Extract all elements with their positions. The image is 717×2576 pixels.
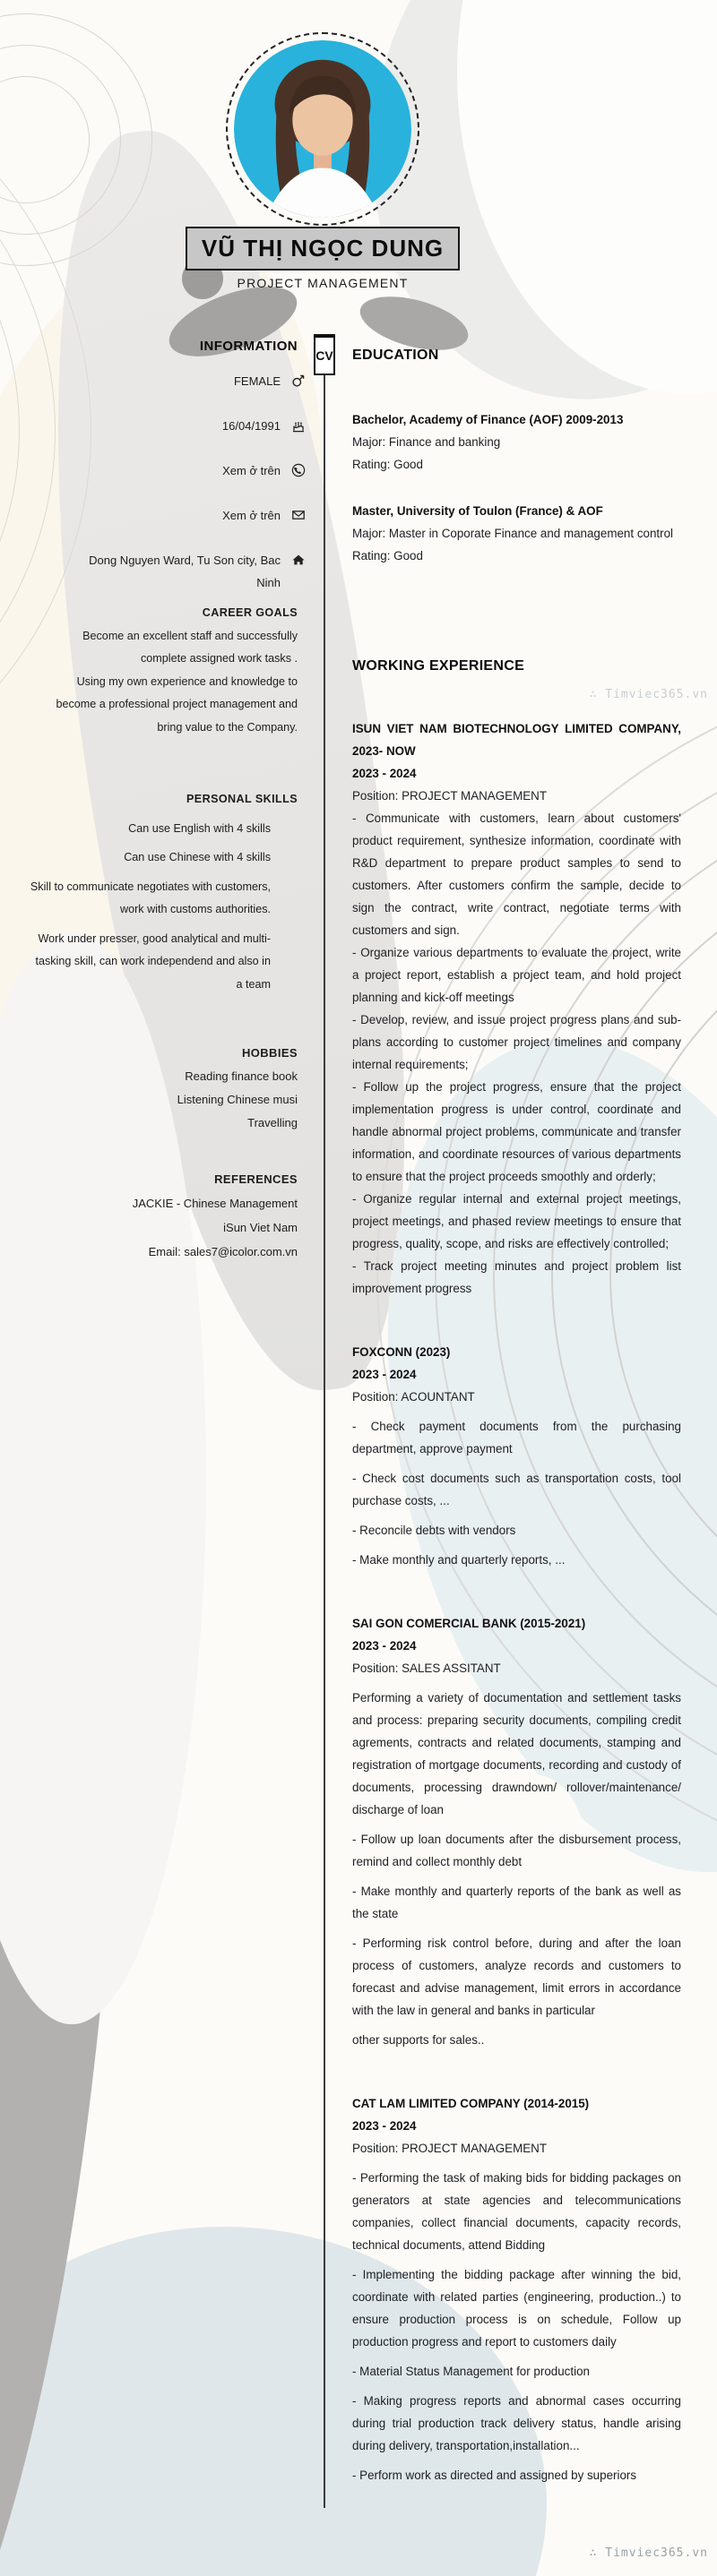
home-icon: [291, 553, 306, 567]
job-bullet: - Implementing the bidding package after winning the bid, coordinate with related parties (engineering, production..) to ensure production process is on schedule, Follow up production progress and report to customers daily: [352, 2268, 681, 2348]
education-title: Master, University of Toulon (France) & AOF: [352, 504, 603, 518]
job-bullet: - Making progress reports and abnormal cases occurring during trial production track delivery status, handle arising during delivery, transportation,installation...: [352, 2394, 681, 2452]
job-bullet: - Performing the task of making bids for bidding packages on generators at state agencies and telecommunications companies, collect financial documents, capacity records, technical documents, attend Bidding: [352, 2171, 681, 2252]
info-row-birthday: [27, 418, 306, 437]
site-watermark-bottom: ∴ Timviec365.vn: [589, 2546, 708, 2560]
experience-heading: WORKING EXPERIENCE: [352, 658, 525, 674]
experience-section: [352, 658, 681, 2494]
candidate-title: PROJECT MANAGEMENT: [237, 276, 409, 290]
job-bullet: other supports for sales..: [352, 2033, 485, 2047]
job-position: Position: ACOUNTANT: [352, 1390, 475, 1404]
career-goal-paragraph: Become an excellent staff and successfully complete assigned work tasks .: [82, 629, 298, 665]
references-section: [27, 1167, 298, 1264]
education-entry: [352, 500, 681, 567]
personal-skills-section: [27, 788, 298, 1002]
education-title: Bachelor, Academy of Finance (AOF) 2009-2013: [352, 413, 624, 426]
profile-photo-frame: [226, 32, 419, 226]
information-section: [27, 339, 298, 594]
job-bullet: - Check cost documents such as transportation costs, tool purchase costs, ...: [352, 1472, 681, 1507]
info-row-gender: [27, 374, 306, 392]
birthday-cake-icon: [291, 418, 306, 433]
career-goal-paragraph: Using my own experience and knowledge to become a professional project management and bring value to the Company.: [56, 674, 298, 734]
job-entry: [352, 2092, 681, 2486]
candidate-name-box: [186, 227, 460, 270]
education-line: Rating: Good: [352, 549, 423, 562]
skill-item: Skill to communicate negotiates with customers, work with customs authorities.: [30, 880, 271, 915]
column-divider-line: [324, 374, 325, 2508]
job-period: 2023 - 2024: [352, 2119, 417, 2133]
hobby-item: Listening Chinese musi: [177, 1093, 298, 1106]
site-watermark-top: ∴ Timviec365.vn: [589, 688, 708, 701]
skill-item: Work under presser, good analytical and multi-tasking skill, can work independend and also in a team: [35, 932, 271, 991]
job-bullet: - Make monthly and quarterly reports of the bank as well as the state: [352, 1885, 681, 1920]
education-section: [352, 348, 681, 567]
education-line: Rating: Good: [352, 458, 423, 471]
cv-badge: CV: [314, 334, 335, 375]
job-entry: [352, 1612, 681, 2051]
education-heading: EDUCATION: [352, 348, 439, 363]
skill-item: Can use English with 4 skills: [128, 821, 271, 835]
envelope-icon: [291, 508, 306, 522]
education-entry: [352, 408, 681, 476]
phone-icon: [291, 463, 306, 477]
job-bullet: - Performing risk control before, during and after the loan process of customers, analyze records and customers to forecast and advise management, limit errors in accordance with the law in general and banks in particular: [352, 1936, 681, 2017]
personal-skills-heading: PERSONAL SKILLS: [186, 793, 298, 805]
job-bullet: - Make monthly and quarterly reports, ...: [352, 1553, 566, 1567]
job-bullet: - Perform work as directed and assigned by superiors: [352, 2469, 637, 2482]
job-entry: [352, 717, 681, 1300]
job-company: ISUN VIET NAM BIOTECHNOLOGY LIMITED COMPANY, 2023- NOW: [352, 722, 681, 758]
profile-photo: [234, 40, 411, 218]
job-position: Position: PROJECT MANAGEMENT: [352, 789, 548, 803]
hobbies-section: [27, 1042, 298, 1135]
job-company: FOXCONN (2023): [352, 1345, 451, 1359]
job-company: SAI GON COMERCIAL BANK (2015-2021): [352, 1617, 586, 1630]
career-goals-heading: CAREER GOALS: [202, 606, 298, 619]
job-bullet: - Reconcile debts with vendors: [352, 1524, 516, 1537]
job-position: Position: PROJECT MANAGEMENT: [352, 2142, 548, 2155]
job-bullet: - Organize regular internal and external project meetings, project meetings, and phased review meetings to ensure that progress, quality, scope, and risks are effectively controlled;: [352, 1192, 681, 1250]
information-heading: INFORMATION: [199, 339, 298, 354]
job-bullet: - Organize various departments to evaluate the project, write a project report, establish a project team, and hold project planning and kick-off meetings: [352, 946, 681, 1004]
hobbies-heading: HOBBIES: [241, 1046, 298, 1060]
job-entry: [352, 1341, 681, 1571]
gender-value: FEMALE: [233, 374, 281, 388]
job-period: 2023 - 2024: [352, 767, 417, 780]
skill-item: Can use Chinese with 4 skills: [124, 851, 271, 863]
reference-line: Email: sales7@icolor.com.vn: [148, 1245, 298, 1258]
job-bullet: - Material Status Management for production: [352, 2365, 590, 2378]
info-row-email: [27, 508, 306, 527]
job-period: 2023 - 2024: [352, 1639, 417, 1653]
job-bullet: Performing a variety of documentation and settlement tasks and process: preparing security documents, compiling credit agrements, contracts and related documents, stamping and registration of mortgage documents, recording and custody of documents, processing drawndown/ rollover/maintenance/ discharge of loan: [352, 1691, 681, 1816]
reference-line: JACKIE - Chinese Management: [132, 1197, 298, 1210]
candidate-name: VŨ THỊ NGỌC DUNG: [201, 235, 445, 262]
job-position: Position: SALES ASSITANT: [352, 1662, 501, 1675]
job-bullet: - Follow up loan documents after the disbursement process, remind and collect monthly debt: [352, 1833, 681, 1868]
job-bullet: - Track project meeting minutes and project problem list improvement progress: [352, 1259, 681, 1295]
info-row-phone: [27, 463, 306, 482]
job-period: 2023 - 2024: [352, 1368, 417, 1381]
info-row-address: [27, 553, 306, 594]
portrait-illustration: [234, 40, 411, 218]
job-bullet: - Develop, review, and issue project progress plans and sub-plans according to customer project timelines and company internal requirements;: [352, 1013, 681, 1071]
hobby-item: Travelling: [247, 1116, 298, 1129]
education-line: Major: Finance and banking: [352, 435, 501, 449]
address-value: Dong Nguyen Ward, Tu Son city, Bac Ninh: [89, 554, 281, 589]
reference-line: iSun Viet Nam: [223, 1221, 298, 1234]
references-heading: REFERENCES: [214, 1172, 298, 1186]
job-company: CAT LAM LIMITED COMPANY (2014-2015): [352, 2097, 590, 2110]
education-line: Major: Master in Coporate Finance and management control: [352, 527, 674, 540]
birthday-value: 16/04/1991: [221, 419, 281, 433]
gender-icon: [291, 374, 306, 388]
hobby-item: Reading finance book: [185, 1069, 298, 1083]
job-bullet: - Follow up the project progress, ensure that the project implementation progress is under control, coordinate and handle abnormal project problems, communicate and transfer information, and coordinate resources of various departments to ensure that the project proceeds smoothly and orderly;: [352, 1080, 681, 1183]
job-bullet: - Communicate with customers, learn about customers' product requirement, synthesize information, coordinate with R&D department to prepare product samples to send to customers. After customers confirm the sample, decide to sign the contract, write contract, negotiate terms with customers and sign.: [352, 811, 681, 937]
job-bullet: - Check payment documents from the purchasing department, approve payment: [352, 1420, 681, 1455]
career-goals-section: [27, 602, 298, 739]
email-value: Xem ở trên: [222, 509, 281, 522]
phone-value: Xem ở trên: [222, 464, 281, 477]
